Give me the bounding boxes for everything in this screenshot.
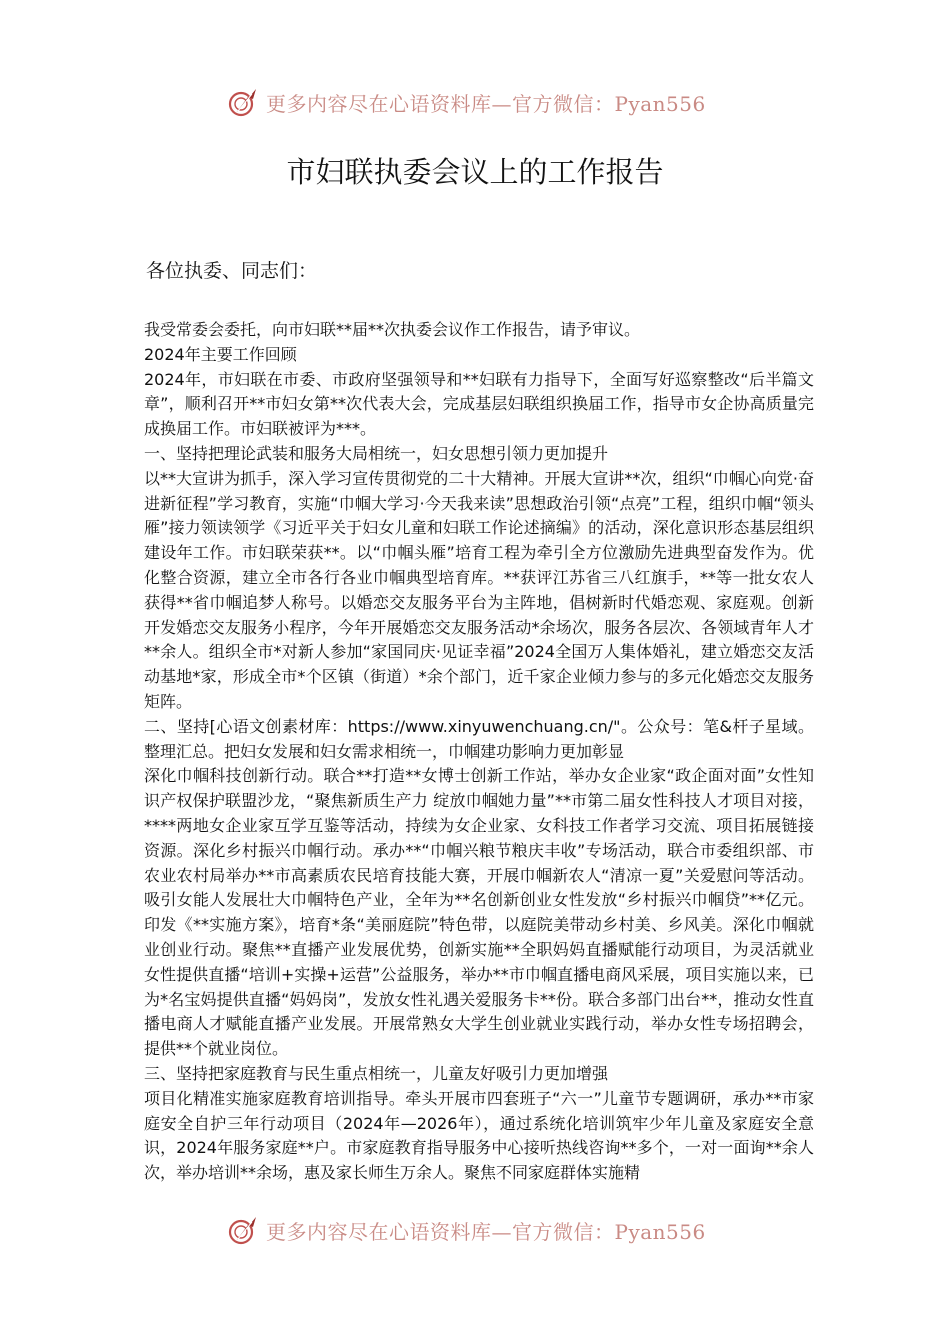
paragraph: 项目化精准实施家庭教育培训指导。牵头开展市四套班子“六一”儿童节专题调研，承办**市家庭安全自护三年行动项目（2024年—2026年），通过系统化培训筑牢少年儿童及家庭安全意识，2024年服务家庭**户。市家庭教育指导服务中心接听热线咨询**多个，一对一面询**余人次，举办培训**余场，惠及家长师生万余人。聚焦不同家庭群体实施精 bbox=[144, 1088, 814, 1183]
quill-seal-icon bbox=[226, 85, 260, 119]
watermark-text: 更多内容尽在心语资料库—官方微信：Pyan556 bbox=[266, 1219, 706, 1244]
paragraph: 以**大宣讲为抓手，深入学习宣传贯彻党的二十大精神。开展大宣讲**次，组织“巾帼心向党·奋进新征程”学习教育，实施“巾帼大学习·今天我来读”思想政治引领“点亮”工程，组织巾帼“领头雁”接力领读领学《习近平关于妇女儿童和妇联工作论述摘编》的活动，深化意识形态基层组织建设年工作。市妇联荣获**。以“巾帼头雁”培育工程为牵引全方位激励先进典型奋发作为。优化整合资源，建立全市各行各业巾帼典型培育库。**获评江苏省三八红旗手，**等一批女农人获得**省巾帼追梦人称号。以婚恋交友服务平台为主阵地，倡树新时代婚恋观、家庭观。创新开发婚恋交友服务小程序，今年开展婚恋交友服务活动*余场次，服务各层次、各领域青年人才**余人。组织全市*对新人参加“家国同庆·见证幸福”2024全国万人集体婚礼，建立婚恋交友活动基地*家，形成全市*个区镇（街道）*余个部门，近千家企业倾力参与的多元化婚恋交友服务矩阵。 bbox=[144, 468, 814, 711]
watermark-footer bbox=[226, 1212, 746, 1248]
paragraph: 我受常委会委托，向市妇联**届**次执委会议作工作报告，请予审议。 bbox=[144, 320, 641, 339]
section-heading: 三、坚持把家庭教育与民生重点相统一，儿童友好吸引力更加增强 bbox=[144, 1063, 609, 1083]
paragraph: 深化巾帼科技创新行动。联合**打造**女博士创新工作站，举办女企业家“政企面对面”女性知识产权保护联盟沙龙，“聚焦新质生产力 绽放巾帼她力量”**市第二届女性科技人才项目对接，****两地女企业家互学互鉴等活动，持续为女企业家、女科技工作者学习交流、项目拓展链接资源。深化乡村振兴巾帼行动。承办**“巾帼兴粮节粮庆丰收”专场活动，联合市委组织部、市农业农村局举办**市高素质农民培育技能大赛，开展巾帼新农人“清凉一夏”关爱慰问等活动。吸引女能人发展壮大巾帼特色产业，全年为**名创新创业女性发放“乡村振兴巾帼贷”**亿元。印发《**实施方案》，培育*条“美丽庭院”特色带，以庭院美带动乡村美、乡风美。深化巾帼就业创业行动。聚焦**直播产业发展优势，创新实施**全职妈妈直播赋能行动项目，为灵活就业女性提供直播“培训+实操+运营”公益服务，举办**市巾帼直播电商风采展，项目实施以来，已为*名宝妈提供直播“妈妈岗”，发放女性礼遇关爱服务卡**份。联合多部门出台**，推动女性直播电商人才赋能直播产业发展。开展常熟女大学生创业就业实践行动，举办女性专场招聘会，提供**个就业岗位。 bbox=[144, 766, 814, 1059]
section-heading: 二、坚持[心语文创素材库：https://www.xinyuwenchuang.cn/"。公众号：笔&杆子星域。整理汇总。把妇女发展和妇女需求相统一，巾帼建功影响力更加彰显 bbox=[144, 716, 814, 761]
watermark-header bbox=[226, 84, 746, 120]
document-body bbox=[144, 318, 814, 1186]
watermark-text: 更多内容尽在心语资料库—官方微信：Pyan556 bbox=[266, 91, 706, 116]
paragraph: 2024年，市妇联在市委、市政府坚强领导和**妇联有力指导下，全面写好巡察整改“后半篇文章”，顺利召开**市妇女第**次代表大会，完成基层妇联组织换届工作，指导市女企协高质量完成换届工作。市妇联被评为***。 bbox=[144, 369, 814, 439]
quill-seal-icon bbox=[226, 1213, 260, 1247]
document-title: 市妇联执委会议上的工作报告 bbox=[286, 155, 664, 189]
greeting: 各位执委、同志们： bbox=[146, 260, 318, 282]
section-heading: 一、坚持把理论武装和服务大局相统一，妇女思想引领力更加提升 bbox=[144, 443, 609, 463]
section-heading: 2024年主要工作回顾 bbox=[144, 344, 297, 364]
